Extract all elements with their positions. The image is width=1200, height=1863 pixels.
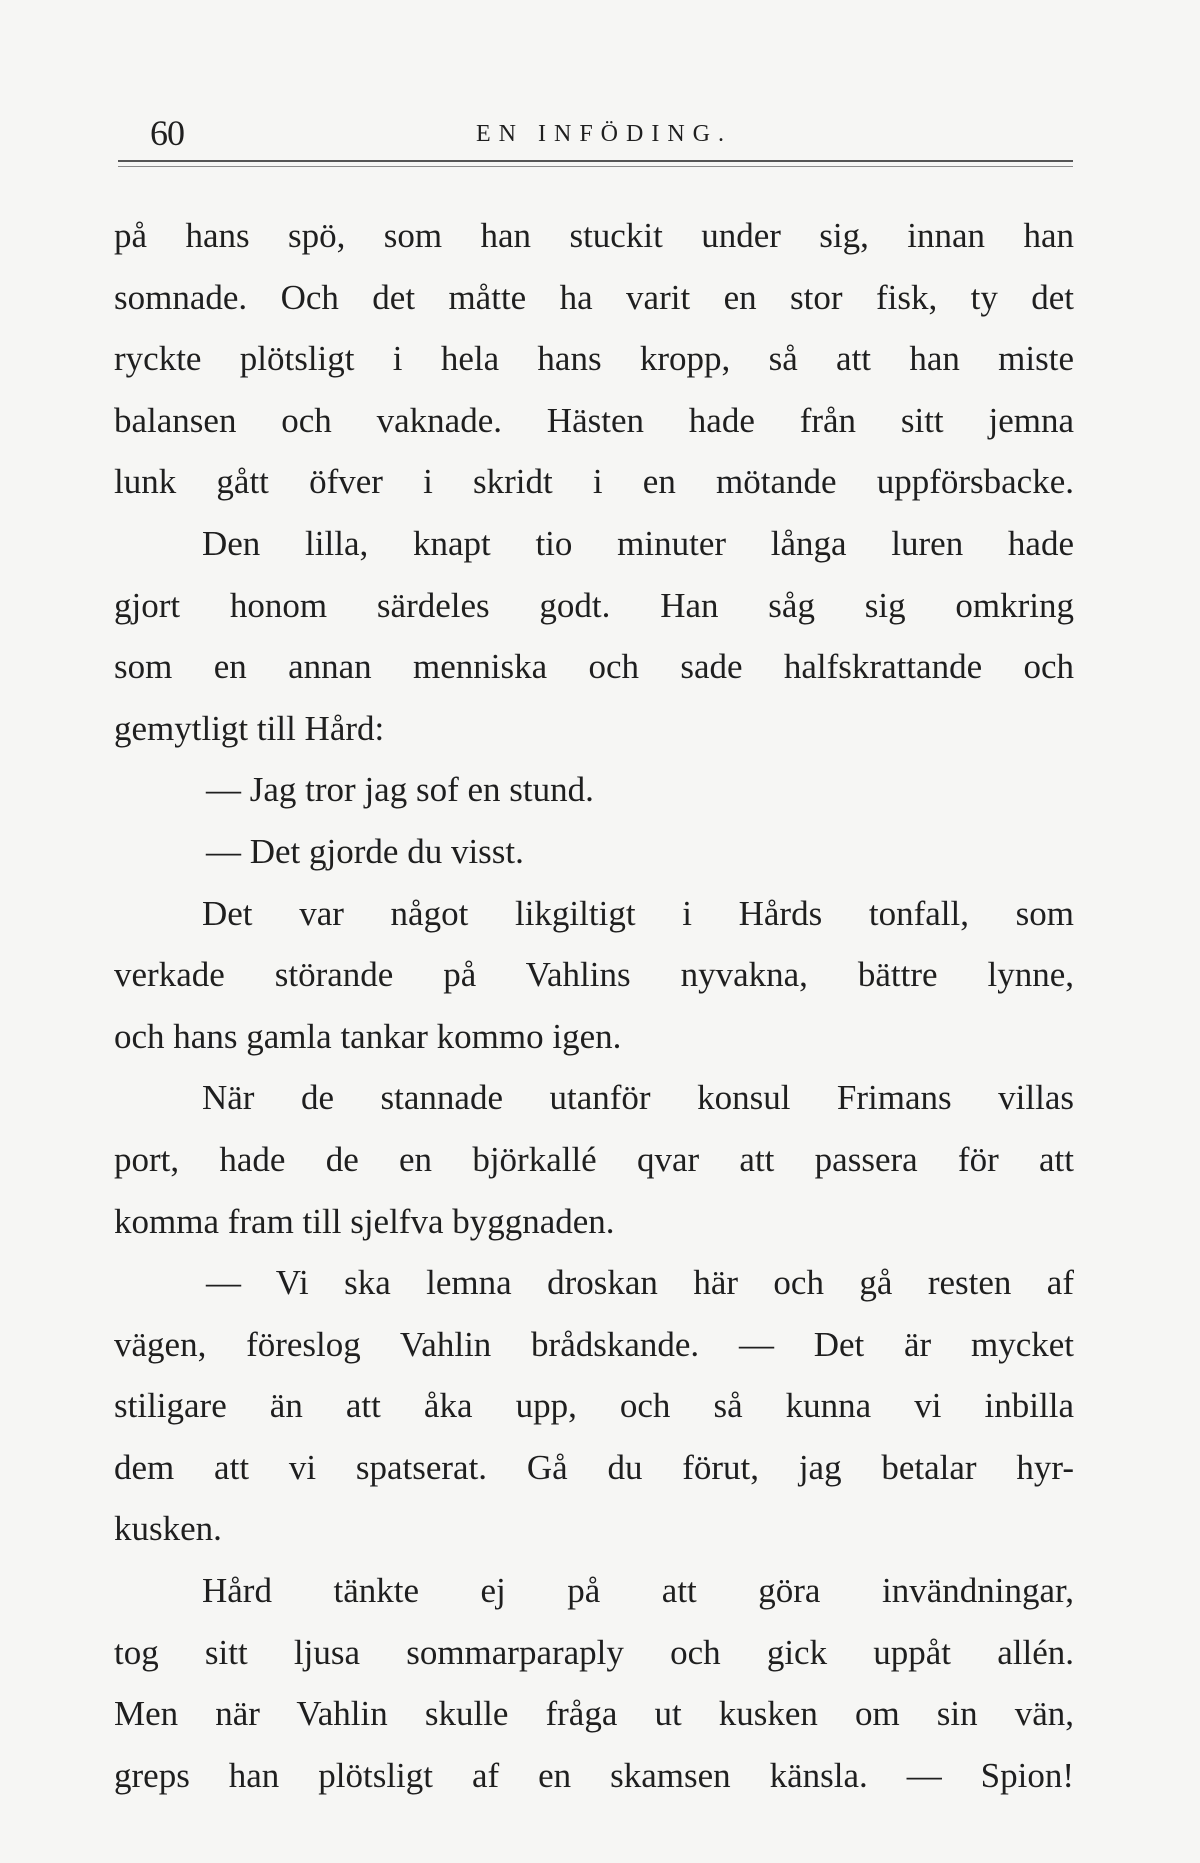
- text-line: lunk gått öfver i skridt i en mötande uppförsbacke.: [114, 462, 1074, 502]
- text-line: port, hade de en björkallé qvar att passera för att: [114, 1139, 1074, 1179]
- text-line: verkade störande på Vahlins nyvakna, bättre lynne,: [114, 955, 1074, 995]
- dialogue-line: — Jag tror jag sof en stund.: [206, 770, 594, 810]
- text-line: tog sitt ljusa sommarparaply och gick uppåt allén.: [114, 1632, 1074, 1672]
- text-line: Den lilla, knapt tio minuter långa luren hade: [202, 523, 1074, 563]
- text-line: ryckte plötsligt i hela hans kropp, så att han miste: [114, 339, 1074, 379]
- text-line: dem att vi spatserat. Gå du förut, jag betalar hyr-: [114, 1447, 1074, 1487]
- text-line: somnade. Och det måtte ha varit en stor fisk, ty det: [114, 277, 1074, 317]
- text-line: greps han plötsligt af en skamsen känsla. — Spion!: [114, 1755, 1074, 1795]
- dialogue-line: — Vi ska lemna droskan här och gå resten af: [206, 1263, 1074, 1303]
- running-title: EN INFÖDING.: [476, 121, 732, 147]
- text-line: kusken.: [114, 1509, 222, 1549]
- text-line: som en annan menniska och sade halfskrattande och: [114, 647, 1074, 687]
- text-line: gemytligt till Hård:: [114, 708, 385, 748]
- text-line: stiligare än att åka upp, och så kunna vi inbilla: [114, 1386, 1074, 1426]
- text-line: Hård tänkte ej på att göra invändningar,: [202, 1571, 1074, 1611]
- dialogue-line: — Det gjorde du visst.: [206, 831, 524, 871]
- header-rule-secondary: [118, 166, 1073, 167]
- text-line: gjort honom särdeles godt. Han såg sig omkring: [114, 585, 1074, 625]
- text-line: När de stannade utanför konsul Frimans villas: [202, 1078, 1074, 1118]
- text-line: balansen och vaknade. Hästen hade från sitt jemna: [114, 400, 1074, 440]
- text-line: vägen, föreslog Vahlin brådskande. — Det är mycket: [114, 1324, 1074, 1364]
- page-text: [114, 205, 1074, 1806]
- page-header: [118, 105, 1073, 153]
- text-line: och hans gamla tankar kommo igen.: [114, 1016, 622, 1056]
- text-line: på hans spö, som han stuckit under sig, innan han: [114, 216, 1074, 255]
- header-rule: [118, 160, 1073, 162]
- text-line: komma fram till sjelfva byggnaden.: [114, 1201, 615, 1241]
- page-number: 60: [150, 113, 184, 153]
- text-line: Men när Vahlin skulle fråga ut kusken om sin vän,: [114, 1694, 1074, 1734]
- text-line: Det var något likgiltigt i Hårds tonfall, som: [202, 893, 1074, 933]
